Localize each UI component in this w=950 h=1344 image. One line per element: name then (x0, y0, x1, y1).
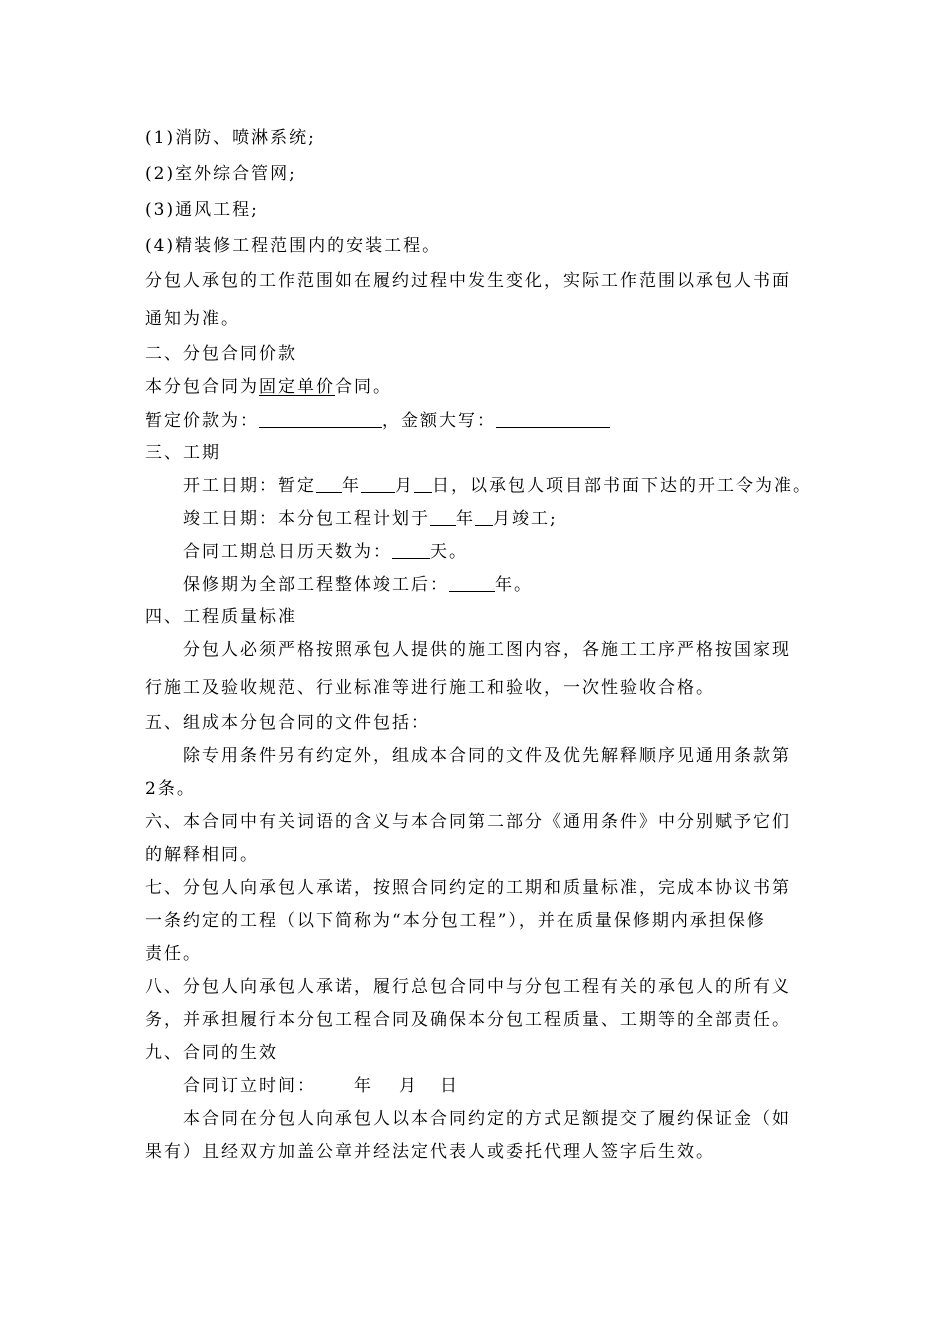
section-4-para-1: 分包人必须严格按照承包人提供的施工图内容，各施工工序严格按国家现 (183, 640, 791, 660)
section-4-para-2: 行施工及验收规范、行业标准等进行施工和验收，一次性验收合格。 (145, 678, 715, 698)
section-8-line-2: 务，并承担履行本分包工程合同及确保本分包工程质量、工期等的全部责任。 (145, 1010, 791, 1030)
section-7-line-3: 责任。 (145, 944, 202, 964)
total-days-label: 合同工期总日历天数为： (183, 542, 392, 562)
end-date-note: 月竣工; (493, 509, 558, 529)
section-5-para-2: 2条。 (145, 779, 196, 799)
signing-month-label: 月 (399, 1076, 418, 1096)
scope-item-3: (3)通风工程; (145, 200, 259, 220)
contract-type-value: 固定单价 (259, 377, 335, 397)
warranty-line (183, 573, 533, 597)
start-year-label: 年 (342, 476, 361, 496)
section-9-para-1: 本合同在分包人向承包人以本合同约定的方式足额提交了履约保证金（如 (183, 1109, 791, 1129)
section-8-line-1: 八、分包人向承包人承诺，履行总包合同中与分包工程有关的承包人的所有义 (145, 977, 791, 997)
total-days-line (183, 540, 468, 564)
start-date-label: 开工日期：暂定 (183, 476, 316, 496)
section-9-para-2: 果有）且经双方加盖公章并经法定代表人或委托代理人签字后生效。 (145, 1142, 715, 1162)
section-5-title: 五、组成本分包合同的文件包括： (145, 713, 430, 733)
scope-item-4: (4)精装修工程范围内的安装工程。 (145, 236, 442, 256)
contract-type-suffix: 合同。 (335, 377, 392, 397)
signing-year-label: 年 (354, 1076, 373, 1096)
start-month-blank (361, 474, 395, 493)
total-days-blank (392, 540, 430, 559)
price-line (145, 409, 610, 433)
scope-item-1: (1)消防、喷淋系统; (145, 128, 316, 148)
contract-type-line (145, 375, 392, 399)
signing-date-line (183, 1074, 459, 1098)
section-7-line-2: 一条约定的工程（以下简称为“本分包工程”），并在质量保修期内承担保修 (145, 911, 766, 931)
section-6-line-2: 的解释相同。 (145, 845, 259, 865)
start-date-line (183, 474, 812, 498)
section-7-line-1: 七、分包人向承包人承诺，按照合同约定的工期和质量标准，完成本协议书第 (145, 878, 791, 898)
amount-label: ，金额大写： (382, 411, 496, 431)
warranty-blank (449, 573, 495, 592)
price-label: 暂定价款为： (145, 411, 259, 431)
start-day-blank (414, 474, 432, 493)
scope-item-2: (2)室外综合管网; (145, 164, 297, 184)
end-year-label: 年 (456, 509, 475, 529)
section-4-title: 四、工程质量标准 (145, 607, 297, 627)
warranty-unit: 年。 (495, 575, 533, 595)
section-5-para-1: 除专用条件另有约定外，组成本合同的文件及优先解释顺序见通用条款第 (183, 746, 791, 766)
end-date-line (183, 507, 558, 531)
scope-note-line-2: 通知为准。 (145, 309, 240, 329)
signing-date-label: 合同订立时间： (183, 1076, 316, 1096)
warranty-label: 保修期为全部工程整体竣工后： (183, 575, 449, 595)
section-6-line-1: 六、本合同中有关词语的含义与本合同第二部分《通用条件》中分别赋予它们 (145, 812, 791, 832)
end-month-blank (475, 507, 493, 526)
amount-blank (496, 409, 610, 428)
signing-day-label: 日 (440, 1076, 459, 1096)
end-date-label: 竣工日期：本分包工程计划于 (183, 509, 430, 529)
section-9-title: 九、合同的生效 (145, 1043, 278, 1063)
contract-type-prefix: 本分包合同为 (145, 377, 259, 397)
scope-note-line-1: 分包人承包的工作范围如在履约过程中发生变化，实际工作范围以承包人书面 (145, 271, 791, 291)
start-month-label: 月 (395, 476, 414, 496)
price-blank (259, 409, 382, 428)
end-year-blank (430, 507, 456, 526)
total-days-unit: 天。 (430, 542, 468, 562)
section-2-title: 二、分包合同价款 (145, 344, 297, 364)
start-date-note: 日，以承包人项目部书面下达的开工令为准。 (432, 476, 812, 496)
start-year-blank (316, 474, 342, 493)
section-3-title: 三、工期 (145, 443, 221, 463)
